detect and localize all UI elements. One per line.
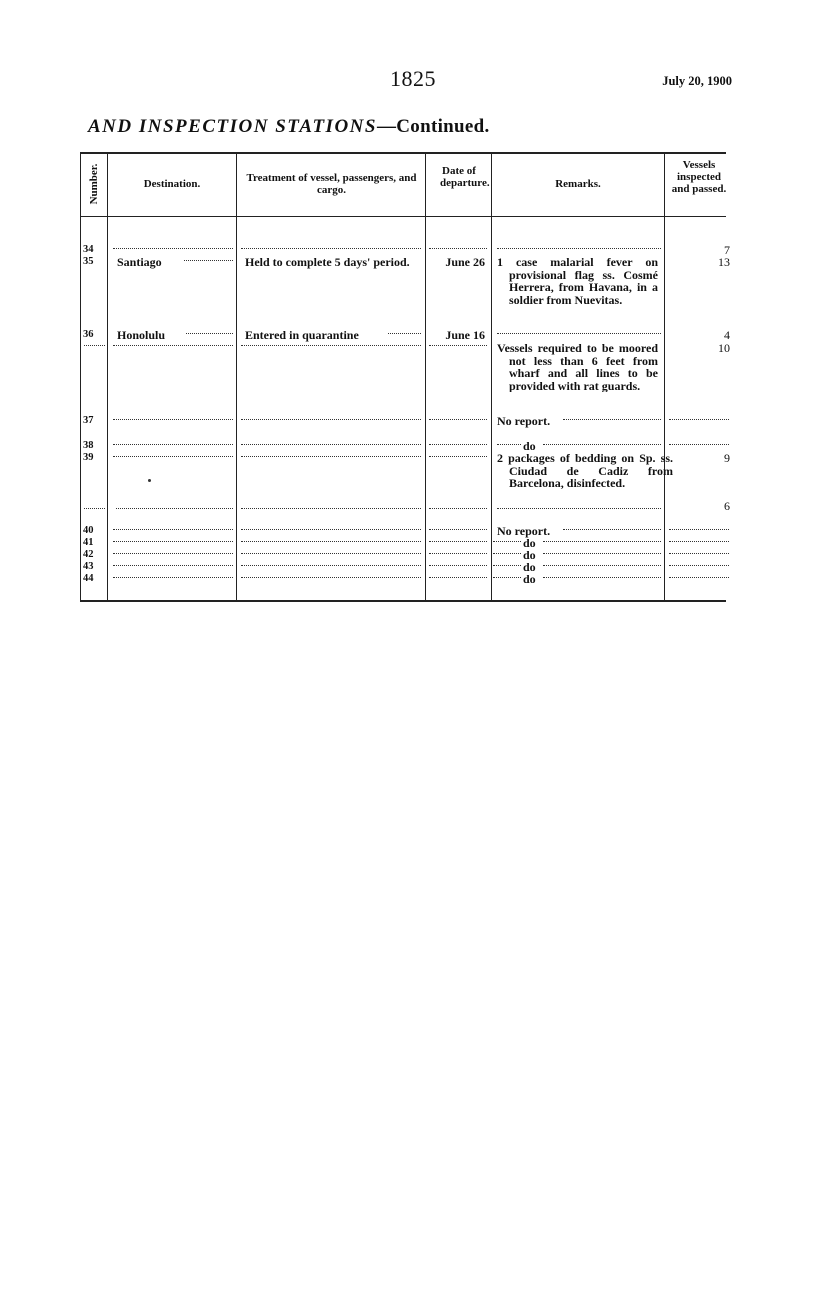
leader-dots bbox=[543, 563, 661, 566]
leader-dots bbox=[429, 343, 487, 346]
leader-dots bbox=[388, 331, 421, 334]
row-number: 40 bbox=[83, 525, 94, 536]
header-destination: Destination. bbox=[143, 178, 201, 190]
leader-dots bbox=[429, 454, 487, 457]
leader-dots bbox=[669, 551, 729, 554]
col-rule-5 bbox=[664, 152, 665, 601]
stray-mark bbox=[148, 479, 151, 482]
leader-dots bbox=[241, 506, 421, 509]
leader-dots bbox=[241, 527, 421, 530]
row-number: 35 bbox=[83, 256, 94, 267]
leader-dots bbox=[84, 343, 105, 346]
leader-dots bbox=[241, 246, 421, 249]
treatment: Entered in quarantine bbox=[245, 329, 359, 342]
header-treatment: Treatment of vessel, passengers, and cargo. bbox=[246, 172, 417, 196]
header-date: Date of departure. bbox=[440, 165, 490, 189]
row-number: 39 bbox=[83, 452, 94, 463]
leader-dots bbox=[429, 539, 487, 542]
remarks: Vessels required to be moored not less than 6 feet from wharf and all lines to be provided with rat guards. bbox=[497, 342, 658, 392]
vessels-count: 9 bbox=[724, 452, 730, 465]
leader-dots bbox=[113, 575, 233, 578]
section-title-suffix: —Continued. bbox=[376, 116, 490, 137]
leader-dots bbox=[493, 551, 521, 554]
leader-dots bbox=[113, 551, 233, 554]
leader-dots bbox=[669, 442, 729, 445]
row-number: 41 bbox=[83, 537, 94, 548]
leader-dots bbox=[493, 575, 521, 578]
destination: Honolulu bbox=[117, 329, 166, 342]
vessels-count: 10 bbox=[718, 342, 730, 355]
leader-dots bbox=[543, 575, 661, 578]
section-title bbox=[88, 116, 490, 138]
header-remarks: Remarks. bbox=[555, 178, 601, 190]
leader-dots bbox=[669, 417, 729, 420]
remarks: do bbox=[523, 573, 536, 586]
leader-dots bbox=[493, 563, 521, 566]
issue-date: July 20, 1900 bbox=[662, 74, 732, 88]
row-number: 34 bbox=[83, 244, 94, 255]
leader-dots bbox=[669, 539, 729, 542]
row-number: 43 bbox=[83, 561, 94, 572]
leader-dots bbox=[241, 551, 421, 554]
leader-dots bbox=[113, 527, 233, 530]
leader-dots bbox=[669, 563, 729, 566]
leader-dots bbox=[497, 506, 661, 509]
leader-dots bbox=[429, 575, 487, 578]
leader-dots bbox=[429, 563, 487, 566]
leader-dots bbox=[113, 343, 233, 346]
leader-dots bbox=[186, 331, 233, 334]
row-number: 42 bbox=[83, 549, 94, 560]
leader-dots bbox=[669, 575, 729, 578]
row-number: 44 bbox=[83, 573, 94, 584]
leader-dots bbox=[113, 539, 233, 542]
vessels-count: 6 bbox=[724, 500, 730, 513]
row-number: 38 bbox=[83, 440, 94, 451]
col-rule-2 bbox=[236, 152, 237, 601]
leader-dots bbox=[563, 417, 661, 420]
page-number: 1825 bbox=[390, 66, 436, 91]
leader-dots bbox=[493, 539, 521, 542]
col-rule-left bbox=[80, 152, 81, 601]
remarks: No report. bbox=[497, 415, 551, 428]
remarks: 1 case malarial fever on provisional flag ss. Cosmé Herrera, from Havana, in a soldier from Nuevitas. bbox=[497, 256, 658, 306]
leader-dots bbox=[497, 246, 661, 249]
leader-dots bbox=[184, 258, 233, 261]
col-rule-1 bbox=[107, 152, 108, 601]
leader-dots bbox=[429, 246, 487, 249]
leader-dots bbox=[116, 506, 233, 509]
remarks: do bbox=[523, 561, 536, 574]
col-rule-4 bbox=[491, 152, 492, 601]
leader-dots bbox=[543, 539, 661, 542]
leader-dots bbox=[241, 539, 421, 542]
leader-dots bbox=[429, 417, 487, 420]
leader-dots bbox=[84, 506, 105, 509]
leader-dots bbox=[497, 442, 521, 445]
leader-dots bbox=[669, 527, 729, 530]
treatment: Held to complete 5 days' period. bbox=[245, 256, 410, 269]
leader-dots bbox=[543, 551, 661, 554]
leader-dots bbox=[241, 454, 421, 457]
table-header-rule bbox=[80, 216, 726, 217]
leader-dots bbox=[113, 442, 233, 445]
leader-dots bbox=[241, 575, 421, 578]
leader-dots bbox=[113, 246, 233, 249]
header-number: Number. bbox=[87, 163, 100, 205]
leader-dots bbox=[497, 331, 661, 334]
leader-dots bbox=[429, 551, 487, 554]
departure-date: June 26 bbox=[445, 256, 485, 269]
leader-dots bbox=[429, 527, 487, 530]
leader-dots bbox=[113, 417, 233, 420]
vessels-count: 4 bbox=[724, 329, 730, 342]
leader-dots bbox=[429, 506, 487, 509]
leader-dots bbox=[543, 442, 661, 445]
destination: Santiago bbox=[117, 256, 162, 269]
section-title-main: AND INSPECTION STATIONS bbox=[88, 116, 377, 137]
leader-dots bbox=[241, 343, 421, 346]
remarks: do bbox=[523, 440, 536, 453]
leader-dots bbox=[429, 442, 487, 445]
header-vessels: Vessels inspected and passed. bbox=[671, 159, 727, 195]
vessels-count: 7 bbox=[724, 244, 730, 257]
leader-dots bbox=[241, 417, 421, 420]
remarks: do bbox=[523, 549, 536, 562]
leader-dots bbox=[113, 563, 233, 566]
table-top-rule bbox=[80, 152, 726, 154]
leader-dots bbox=[563, 527, 661, 530]
row-number: 37 bbox=[83, 415, 94, 426]
remarks: 2 packages of bedding on Sp. ss. Ciudad de Cadiz from Barcelona, disinfected. bbox=[497, 452, 673, 490]
leader-dots bbox=[113, 454, 233, 457]
row-number: 36 bbox=[83, 329, 94, 340]
remarks: do bbox=[523, 537, 536, 550]
table-bottom-rule bbox=[80, 600, 726, 602]
vessels-count: 13 bbox=[718, 256, 730, 269]
leader-dots bbox=[241, 563, 421, 566]
col-rule-3 bbox=[425, 152, 426, 601]
remarks: No report. bbox=[497, 525, 551, 538]
leader-dots bbox=[241, 442, 421, 445]
departure-date: June 16 bbox=[445, 329, 485, 342]
